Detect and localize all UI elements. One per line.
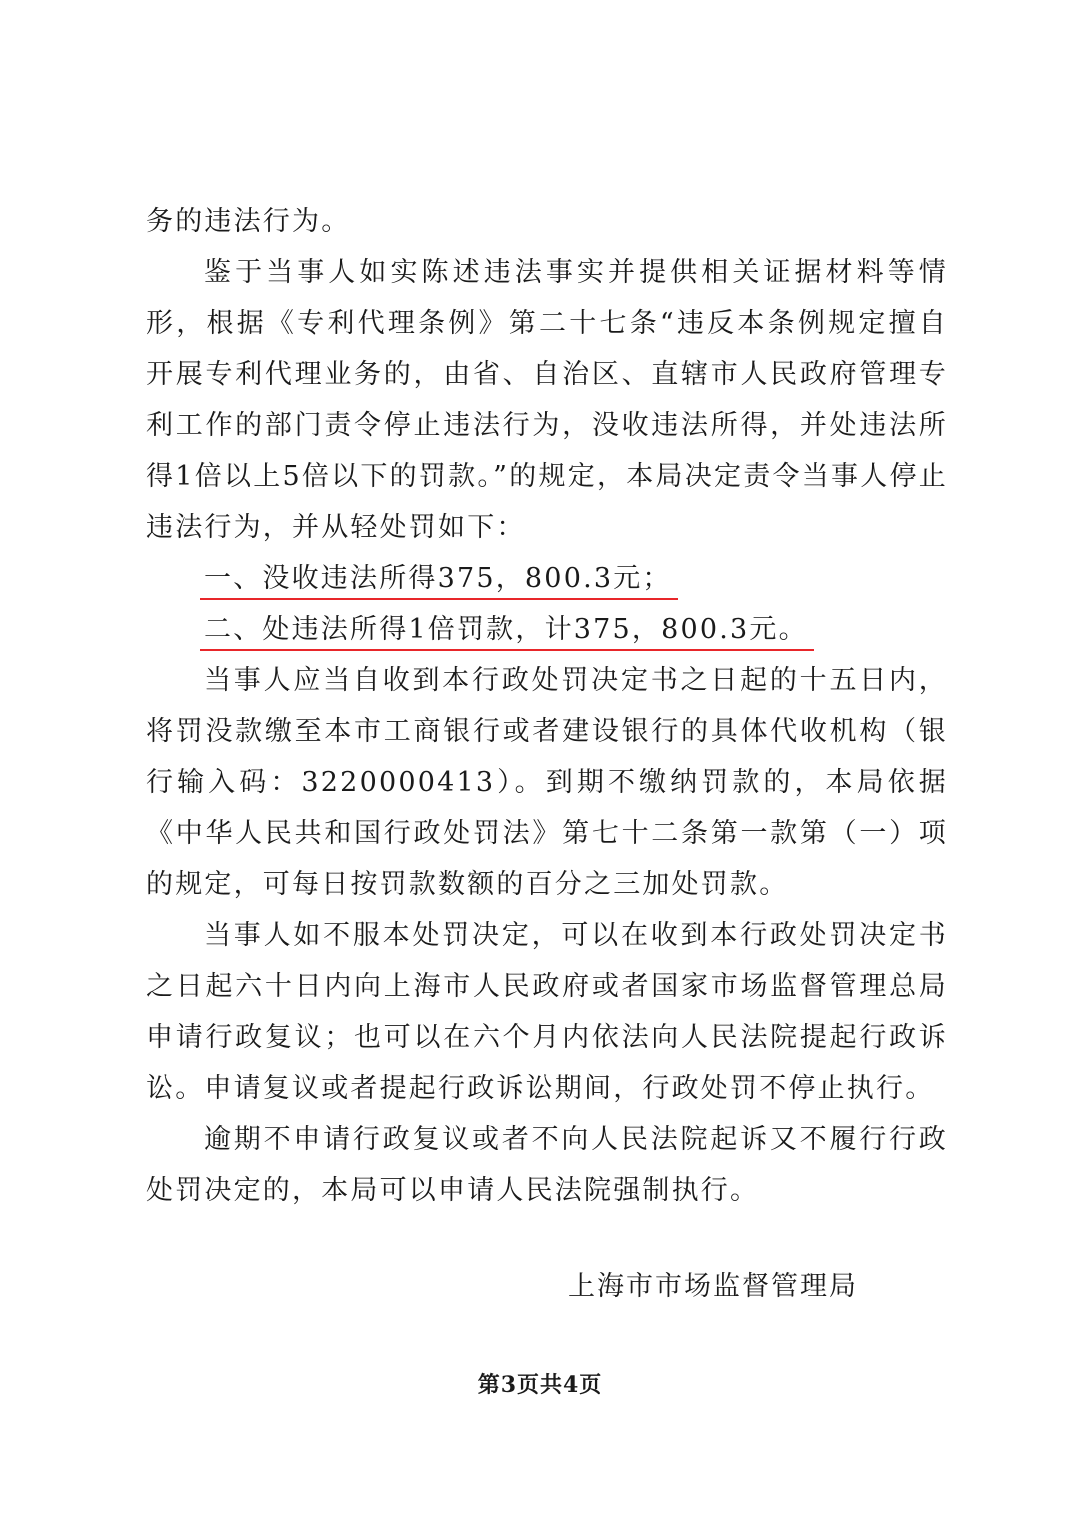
page-number: 第3页共4页	[477, 1372, 603, 1398]
paragraph-penalty-basis: 鉴于当事人如实陈述违法事实并提供相关证据材料等情形，根据《专利代理条例》第二十七条“违反本条例规定擅自开展专利代理业务的，由省、自治区、直辖市人民政府管理专利工作的部门责令停止违法行为，没收违法所得，并处违法所得1倍以上5倍以下的罚款。”的规定，本局决定责令当事人停止违法行为，并从轻处罚如下：	[146, 257, 948, 543]
paragraph-appeal: 当事人如不服本处罚决定，可以在收到本行政处罚决定书之日起六十日内向上海市人民政府或者国家市场监督管理总局申请行政复议；也可以在六个月内依法向人民法院提起行政诉讼。申请复议或者提起行政诉讼期间，行政处罚不停止执行。	[146, 920, 948, 1104]
issuing-authority-signature: 上海市市场监督管理局	[568, 1271, 858, 1302]
paragraph-payment: 当事人应当自收到本行政处罚决定书之日起的十五日内，将罚没款缴至本市工商银行或者建设银行的具体代收机构（银行输入码：3220000413）。到期不缴纳罚款的，本局依据《中华人民共和国行政处罚法》第七十二条第一款第（一）项的规定，可每日按罚款数额的百分之三加处罚款。	[146, 665, 948, 900]
penalty-item-2-text: 二、处违法所得1倍罚款，计375，800.3元。	[204, 614, 808, 645]
paragraph-enforcement: 逾期不申请行政复议或者不向人民法院起诉又不履行行政处罚决定的，本局可以申请人民法院强制执行。	[146, 1124, 948, 1206]
document-body	[146, 196, 948, 1216]
paragraph-continuation: 务的违法行为。	[146, 206, 351, 237]
underlined-text-1	[204, 553, 672, 604]
penalty-item-confiscation	[146, 553, 948, 604]
penalty-item-1-text: 一、没收违法所得375，800.3元；	[204, 563, 672, 594]
penalty-item-fine	[146, 604, 948, 655]
red-underline-2	[200, 649, 814, 651]
red-underline-1	[200, 598, 678, 600]
underlined-text-2	[204, 604, 808, 655]
